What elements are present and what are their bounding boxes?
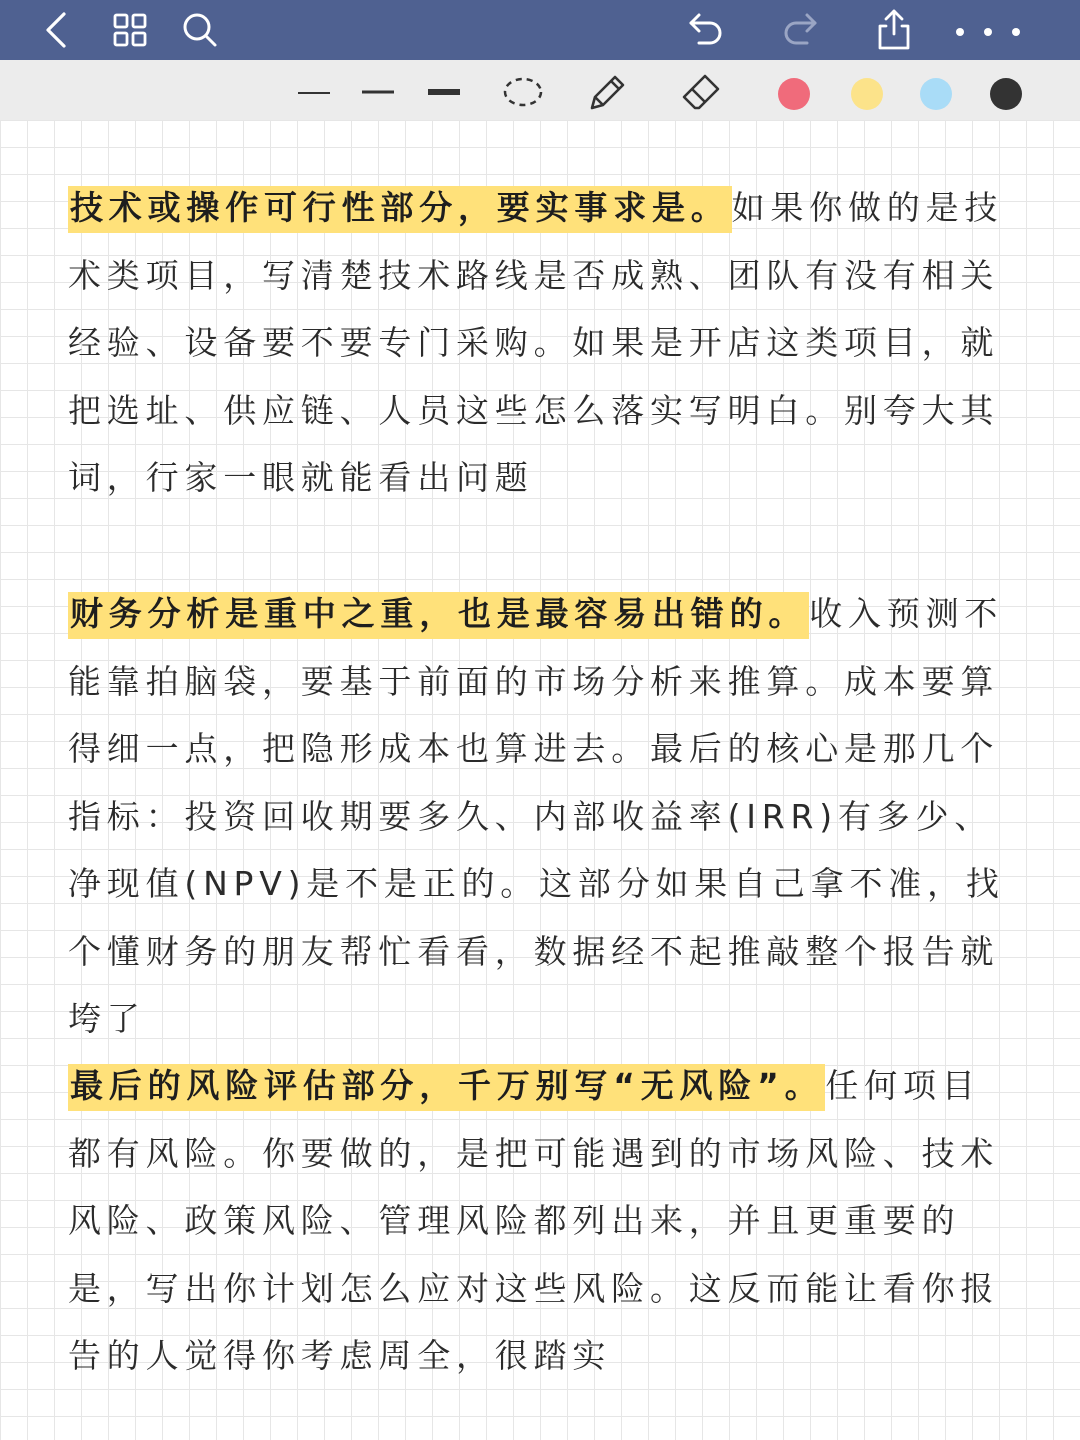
- medium-line-icon[interactable]: [362, 89, 394, 95]
- undo-icon[interactable]: [684, 8, 728, 52]
- note-paragraph-risk: [68, 1052, 1008, 1390]
- top-navigation-bar: [0, 0, 1080, 60]
- eraser-icon[interactable]: [680, 70, 724, 114]
- thick-line-icon[interactable]: [428, 88, 460, 96]
- color-swatch-pink[interactable]: [778, 78, 810, 110]
- redo-icon[interactable]: [778, 8, 822, 52]
- note-paragraph-finance: [68, 580, 1008, 1053]
- back-icon[interactable]: [36, 8, 80, 52]
- more-icon[interactable]: [948, 8, 1028, 52]
- highlighted-heading: 最后的风险评估部分，千万别写“无风险”。: [68, 1064, 825, 1111]
- paragraph-body: 收入预测不能靠拍脑袋，要基于前面的市场分析来推算。成本要算得细一点，把隐形成本也算进去。最后的核心是那几个指标：投资回收期要多久、内部收益率(IRR)有多少、净现值(NPV)是不是正的。这部分如果自己拿不准，找个懂财务的朋友帮忙看看，数据经不起推敲整个报告就垮了: [68, 594, 1005, 1038]
- share-icon[interactable]: [872, 8, 916, 52]
- highlighted-heading: 技术或操作可行性部分，要实事求是。: [68, 186, 732, 233]
- color-swatch-black[interactable]: [990, 78, 1022, 110]
- note-paragraph-feasibility: [68, 174, 1008, 512]
- drawing-toolbar: [0, 60, 1080, 120]
- grid-icon[interactable]: [108, 8, 152, 52]
- pen-icon[interactable]: [584, 70, 628, 114]
- highlighted-heading: 财务分析是重中之重，也是最容易出错的。: [68, 592, 809, 639]
- color-swatch-blue[interactable]: [920, 78, 952, 110]
- search-icon[interactable]: [178, 8, 222, 52]
- paragraph-body: 如果你做的是技术类项目，写清楚技术路线是否成熟、团队有没有相关经验、设备要不要专门采购。如果是开店这类项目，就把选址、供应链、人员这些怎么落实写明白。别夸大其词，行家一眼就能看出问题: [68, 188, 1004, 497]
- color-swatch-yellow[interactable]: [851, 78, 883, 110]
- paragraph-body: 任何项目都有风险。你要做的，是把可能遇到的市场风险、技术风险、政策风险、管理风险都列出来，并且更重要的是，写出你计划怎么应对这些风险。这反而能让看你报告的人觉得你考虑周全，很踏实: [68, 1066, 1000, 1375]
- lasso-icon[interactable]: [502, 75, 544, 109]
- thin-line-icon[interactable]: [298, 90, 330, 96]
